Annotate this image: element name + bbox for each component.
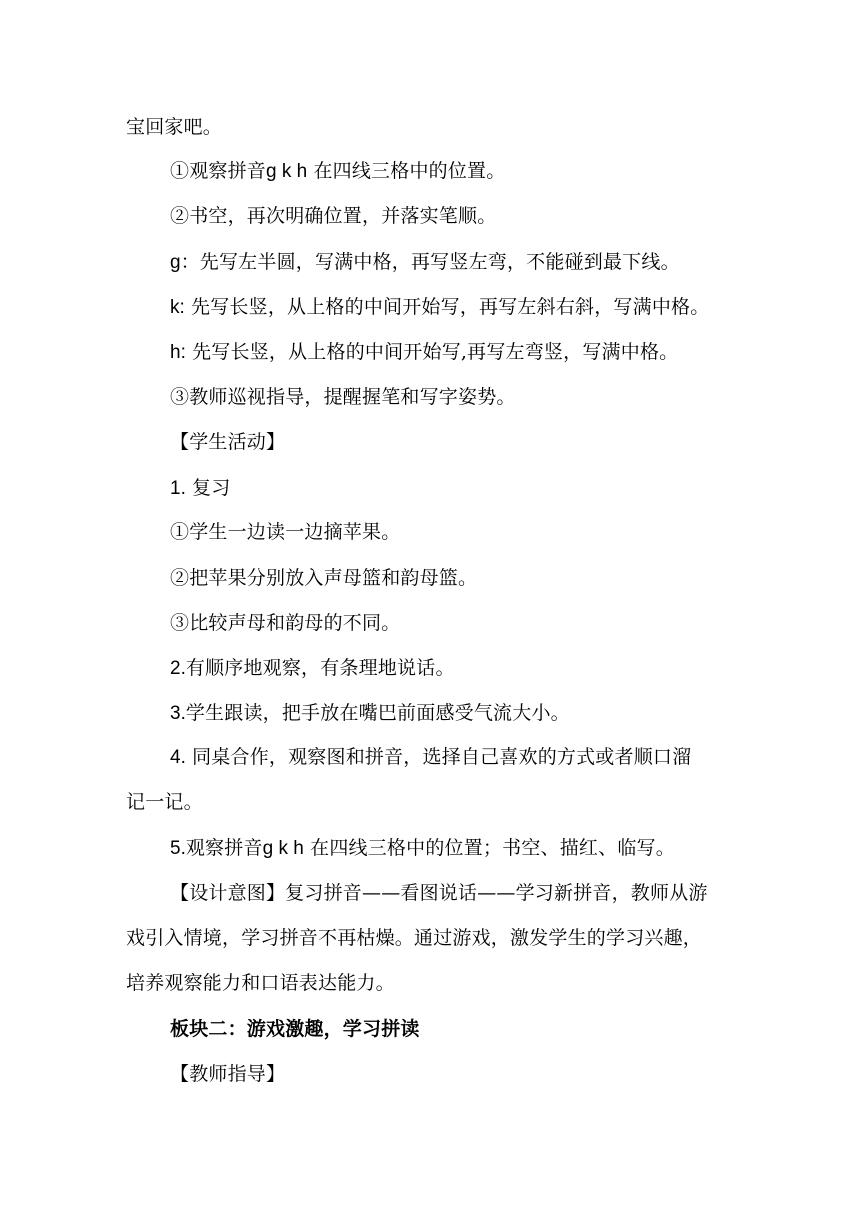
paragraph-line: h: 先写长竖，从上格的中间开始写,再写左弯竖，写满中格。	[170, 341, 679, 363]
list-item: 2.有顺序地观察，有条理地说话。	[170, 657, 455, 679]
list-item: 1. 复习	[170, 477, 231, 499]
paragraph-line: ②书空，再次明确位置，并落实笔顺。	[170, 205, 497, 227]
design-intent-paragraph: 培养观察能力和口语表达能力。	[126, 972, 395, 994]
design-intent-paragraph: 戏引入情境，学习拼音不再枯燥。通过游戏，激发学生的学习兴趣，	[126, 927, 703, 949]
paragraph-line: 宝回家吧。	[126, 116, 223, 138]
list-item: ①学生一边读一边摘苹果。	[170, 521, 401, 543]
list-item: 3.学生跟读，把手放在嘴巴前面感受气流大小。	[170, 702, 570, 724]
paragraph-line: k: 先写长竖，从上格的中间开始写，再写左斜右斜，写满中格。	[170, 296, 710, 318]
section-heading: 【学生活动】	[170, 431, 286, 453]
section-heading: 【教师指导】	[170, 1063, 286, 1085]
list-item: 5.观察拼音g k h 在四线三格中的位置；书空、描红、临写。	[170, 837, 675, 859]
paragraph-line: ③教师巡视指导，提醒握笔和写字姿势。	[170, 386, 516, 408]
list-item: ②把苹果分别放入声母篮和韵母篮。	[170, 567, 478, 589]
list-item: ③比较声母和韵母的不同。	[170, 612, 401, 634]
section-title: 板块二：游戏激趣，学习拼读	[170, 1018, 420, 1040]
list-item-continuation: 记一记。	[126, 791, 203, 813]
design-intent-paragraph: 【设计意图】复习拼音——看图说话——学习新拼音，教师从游	[170, 882, 708, 904]
list-item: 4. 同桌合作，观察图和拼音，选择自己喜欢的方式或者顺口溜	[170, 746, 692, 768]
paragraph-line: g：先写左半圆，写满中格，再写竖左弯，不能碰到最下线。	[170, 251, 680, 273]
paragraph-line: ①观察拼音g k h 在四线三格中的位置。	[170, 160, 506, 182]
